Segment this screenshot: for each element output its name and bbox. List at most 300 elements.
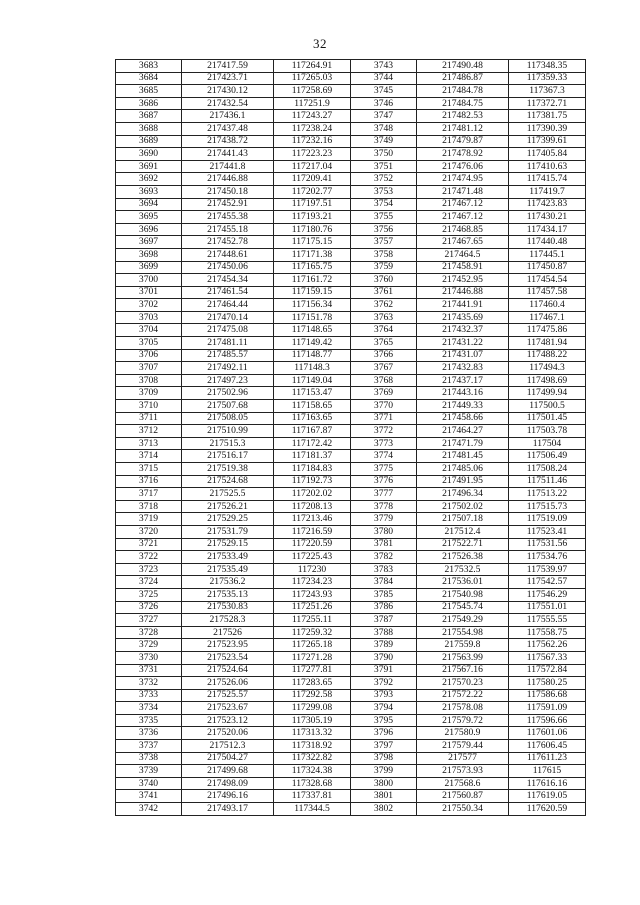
x-coordinate-cell: 217435.69 (417, 311, 509, 324)
y-coordinate-cell: 117230 (274, 563, 351, 576)
y-coordinate-cell: 117251.9 (274, 97, 351, 110)
x-coordinate-cell: 217446.88 (417, 286, 509, 299)
point-number-cell: 3756 (351, 223, 417, 236)
table-row (116, 72, 586, 85)
x-coordinate-cell: 217481.12 (417, 122, 509, 135)
table-row (116, 374, 586, 387)
point-number-cell: 3707 (116, 362, 182, 375)
table-row (116, 173, 586, 186)
y-coordinate-cell: 117213.46 (274, 513, 351, 526)
y-coordinate-cell: 117423.83 (509, 198, 586, 211)
table-row (116, 702, 586, 715)
y-coordinate-cell: 117558.75 (509, 626, 586, 639)
x-coordinate-cell: 217515.3 (182, 437, 274, 450)
x-coordinate-cell: 217572.22 (417, 689, 509, 702)
point-number-cell: 3786 (351, 601, 417, 614)
x-coordinate-cell: 217470.14 (182, 311, 274, 324)
point-number-cell: 3779 (351, 513, 417, 526)
table-row (116, 664, 586, 677)
y-coordinate-cell: 117591.09 (509, 702, 586, 715)
y-coordinate-cell: 117167.87 (274, 425, 351, 438)
y-coordinate-cell: 117539.97 (509, 563, 586, 576)
x-coordinate-cell: 217507.68 (182, 400, 274, 413)
x-coordinate-cell: 217492.11 (182, 362, 274, 375)
y-coordinate-cell: 117531.56 (509, 538, 586, 551)
x-coordinate-cell: 217520.06 (182, 727, 274, 740)
x-coordinate-cell: 217446.88 (182, 173, 274, 186)
x-coordinate-cell: 217535.13 (182, 588, 274, 601)
x-coordinate-cell: 217550.34 (417, 803, 509, 816)
point-number-cell: 3703 (116, 311, 182, 324)
x-coordinate-cell: 217449.33 (417, 400, 509, 413)
x-coordinate-cell: 217536.01 (417, 576, 509, 589)
coordinates-table-body (116, 60, 586, 816)
x-coordinate-cell: 217508.05 (182, 412, 274, 425)
y-coordinate-cell: 117467.1 (509, 311, 586, 324)
point-number-cell: 3722 (116, 551, 182, 564)
y-coordinate-cell: 117523.41 (509, 525, 586, 538)
x-coordinate-cell: 217504.27 (182, 752, 274, 765)
y-coordinate-cell: 117450.87 (509, 261, 586, 274)
x-coordinate-cell: 217484.75 (417, 97, 509, 110)
point-number-cell: 3751 (351, 160, 417, 173)
y-coordinate-cell: 117513.22 (509, 488, 586, 501)
y-coordinate-cell: 117606.45 (509, 740, 586, 753)
y-coordinate-cell: 117580.25 (509, 677, 586, 690)
table-row (116, 223, 586, 236)
x-coordinate-cell: 217431.07 (417, 349, 509, 362)
y-coordinate-cell: 117501.45 (509, 412, 586, 425)
x-coordinate-cell: 217525.57 (182, 689, 274, 702)
table-row (116, 362, 586, 375)
table-row (116, 651, 586, 664)
y-coordinate-cell: 117171.38 (274, 248, 351, 261)
y-coordinate-cell: 117264.91 (274, 60, 351, 73)
x-coordinate-cell: 217423.71 (182, 72, 274, 85)
y-coordinate-cell: 117165.75 (274, 261, 351, 274)
x-coordinate-cell: 217526 (182, 626, 274, 639)
table-row (116, 198, 586, 211)
point-number-cell: 3766 (351, 349, 417, 362)
x-coordinate-cell: 217522.71 (417, 538, 509, 551)
x-coordinate-cell: 217491.95 (417, 475, 509, 488)
point-number-cell: 3717 (116, 488, 182, 501)
y-coordinate-cell: 117232.16 (274, 135, 351, 148)
x-coordinate-cell: 217455.18 (182, 223, 274, 236)
point-number-cell: 3749 (351, 135, 417, 148)
x-coordinate-cell: 217430.12 (182, 85, 274, 98)
y-coordinate-cell: 117511.46 (509, 475, 586, 488)
table-row (116, 689, 586, 702)
y-coordinate-cell: 117216.59 (274, 525, 351, 538)
y-coordinate-cell: 117419.7 (509, 185, 586, 198)
table-row (116, 601, 586, 614)
y-coordinate-cell: 117149.04 (274, 374, 351, 387)
y-coordinate-cell: 117405.84 (509, 148, 586, 161)
point-number-cell: 3724 (116, 576, 182, 589)
y-coordinate-cell: 117156.34 (274, 299, 351, 312)
point-number-cell: 3785 (351, 588, 417, 601)
point-number-cell: 3688 (116, 122, 182, 135)
y-coordinate-cell: 117181.37 (274, 450, 351, 463)
table-row (116, 425, 586, 438)
y-coordinate-cell: 117508.24 (509, 463, 586, 476)
y-coordinate-cell: 117611.23 (509, 752, 586, 765)
x-coordinate-cell: 217482.53 (417, 110, 509, 123)
y-coordinate-cell: 117243.27 (274, 110, 351, 123)
point-number-cell: 3705 (116, 337, 182, 350)
y-coordinate-cell: 117616.16 (509, 777, 586, 790)
y-coordinate-cell: 117344.5 (274, 803, 351, 816)
point-number-cell: 3773 (351, 437, 417, 450)
point-number-cell: 3716 (116, 475, 182, 488)
point-number-cell: 3783 (351, 563, 417, 576)
table-row (116, 337, 586, 350)
point-number-cell: 3802 (351, 803, 417, 816)
y-coordinate-cell: 117372.71 (509, 97, 586, 110)
point-number-cell: 3683 (116, 60, 182, 73)
y-coordinate-cell: 117163.65 (274, 412, 351, 425)
x-coordinate-cell: 217529.25 (182, 513, 274, 526)
point-number-cell: 3752 (351, 173, 417, 186)
y-coordinate-cell: 117542.57 (509, 576, 586, 589)
y-coordinate-cell: 117381.75 (509, 110, 586, 123)
x-coordinate-cell: 217493.17 (182, 803, 274, 816)
x-coordinate-cell: 217523.12 (182, 714, 274, 727)
point-number-cell: 3767 (351, 362, 417, 375)
y-coordinate-cell: 117251.26 (274, 601, 351, 614)
y-coordinate-cell: 117172.42 (274, 437, 351, 450)
x-coordinate-cell: 217579.44 (417, 740, 509, 753)
table-row (116, 400, 586, 413)
x-coordinate-cell: 217485.57 (182, 349, 274, 362)
y-coordinate-cell: 117328.68 (274, 777, 351, 790)
y-coordinate-cell: 117148.77 (274, 349, 351, 362)
x-coordinate-cell: 217471.48 (417, 185, 509, 198)
x-coordinate-cell: 217464.5 (417, 248, 509, 261)
x-coordinate-cell: 217580.9 (417, 727, 509, 740)
table-row (116, 122, 586, 135)
point-number-cell: 3743 (351, 60, 417, 73)
x-coordinate-cell: 217536.2 (182, 576, 274, 589)
point-number-cell: 3729 (116, 639, 182, 652)
point-number-cell: 3744 (351, 72, 417, 85)
y-coordinate-cell: 117546.29 (509, 588, 586, 601)
point-number-cell: 3789 (351, 639, 417, 652)
x-coordinate-cell: 217502.96 (182, 387, 274, 400)
point-number-cell: 3693 (116, 185, 182, 198)
y-coordinate-cell: 117440.48 (509, 236, 586, 249)
point-number-cell: 3759 (351, 261, 417, 274)
x-coordinate-cell: 217455.38 (182, 211, 274, 224)
point-number-cell: 3757 (351, 236, 417, 249)
table-row (116, 437, 586, 450)
table-row (116, 614, 586, 627)
y-coordinate-cell: 117159.15 (274, 286, 351, 299)
y-coordinate-cell: 117180.76 (274, 223, 351, 236)
y-coordinate-cell: 117225.43 (274, 551, 351, 564)
table-row (116, 450, 586, 463)
x-coordinate-cell: 217458.91 (417, 261, 509, 274)
y-coordinate-cell: 117586.68 (509, 689, 586, 702)
table-row (116, 97, 586, 110)
x-coordinate-cell: 217554.98 (417, 626, 509, 639)
y-coordinate-cell: 117202.02 (274, 488, 351, 501)
table-row (116, 790, 586, 803)
table-row (116, 185, 586, 198)
y-coordinate-cell: 117208.13 (274, 500, 351, 513)
x-coordinate-cell: 217507.18 (417, 513, 509, 526)
point-number-cell: 3755 (351, 211, 417, 224)
point-number-cell: 3698 (116, 248, 182, 261)
y-coordinate-cell: 117258.69 (274, 85, 351, 98)
y-coordinate-cell: 117457.58 (509, 286, 586, 299)
point-number-cell: 3712 (116, 425, 182, 438)
x-coordinate-cell: 217526.21 (182, 500, 274, 513)
x-coordinate-cell: 217530.83 (182, 601, 274, 614)
y-coordinate-cell: 117460.4 (509, 299, 586, 312)
x-coordinate-cell: 217502.02 (417, 500, 509, 513)
x-coordinate-cell: 217524.64 (182, 664, 274, 677)
y-coordinate-cell: 117202.77 (274, 185, 351, 198)
x-coordinate-cell: 217478.92 (417, 148, 509, 161)
point-number-cell: 3796 (351, 727, 417, 740)
point-number-cell: 3795 (351, 714, 417, 727)
table-row (116, 387, 586, 400)
point-number-cell: 3684 (116, 72, 182, 85)
table-row (116, 740, 586, 753)
table-row (116, 60, 586, 73)
table-row (116, 211, 586, 224)
y-coordinate-cell: 117265.18 (274, 639, 351, 652)
table-row (116, 576, 586, 589)
y-coordinate-cell: 117223.23 (274, 148, 351, 161)
y-coordinate-cell: 117415.74 (509, 173, 586, 186)
x-coordinate-cell: 217498.09 (182, 777, 274, 790)
y-coordinate-cell: 117620.59 (509, 803, 586, 816)
point-number-cell: 3776 (351, 475, 417, 488)
point-number-cell: 3732 (116, 677, 182, 690)
y-coordinate-cell: 117567.33 (509, 651, 586, 664)
point-number-cell: 3706 (116, 349, 182, 362)
point-number-cell: 3691 (116, 160, 182, 173)
table-row (116, 463, 586, 476)
y-coordinate-cell: 117601.06 (509, 727, 586, 740)
table-row (116, 85, 586, 98)
y-coordinate-cell: 117265.03 (274, 72, 351, 85)
point-number-cell: 3695 (116, 211, 182, 224)
table-row (116, 563, 586, 576)
point-number-cell: 3701 (116, 286, 182, 299)
x-coordinate-cell: 217535.49 (182, 563, 274, 576)
y-coordinate-cell: 117367.3 (509, 85, 586, 98)
point-number-cell: 3740 (116, 777, 182, 790)
point-number-cell: 3774 (351, 450, 417, 463)
x-coordinate-cell: 217443.16 (417, 387, 509, 400)
x-coordinate-cell: 217560.87 (417, 790, 509, 803)
x-coordinate-cell: 217533.49 (182, 551, 274, 564)
point-number-cell: 3746 (351, 97, 417, 110)
x-coordinate-cell: 217579.72 (417, 714, 509, 727)
y-coordinate-cell: 117151.78 (274, 311, 351, 324)
point-number-cell: 3764 (351, 324, 417, 337)
x-coordinate-cell: 217523.67 (182, 702, 274, 715)
x-coordinate-cell: 217485.06 (417, 463, 509, 476)
table-row (116, 588, 586, 601)
point-number-cell: 3702 (116, 299, 182, 312)
x-coordinate-cell: 217563.99 (417, 651, 509, 664)
point-number-cell: 3696 (116, 223, 182, 236)
y-coordinate-cell: 117359.33 (509, 72, 586, 85)
point-number-cell: 3694 (116, 198, 182, 211)
table-row (116, 765, 586, 778)
point-number-cell: 3737 (116, 740, 182, 753)
table-row (116, 525, 586, 538)
y-coordinate-cell: 117161.72 (274, 274, 351, 287)
table-row (116, 349, 586, 362)
point-number-cell: 3739 (116, 765, 182, 778)
x-coordinate-cell: 217512.4 (417, 525, 509, 538)
x-coordinate-cell: 217432.37 (417, 324, 509, 337)
x-coordinate-cell: 217484.78 (417, 85, 509, 98)
point-number-cell: 3710 (116, 400, 182, 413)
point-number-cell: 3685 (116, 85, 182, 98)
y-coordinate-cell: 117238.24 (274, 122, 351, 135)
point-number-cell: 3753 (351, 185, 417, 198)
point-number-cell: 3692 (116, 173, 182, 186)
point-number-cell: 3689 (116, 135, 182, 148)
coordinates-table (115, 59, 586, 816)
x-coordinate-cell: 217464.27 (417, 425, 509, 438)
y-coordinate-cell: 117519.09 (509, 513, 586, 526)
point-number-cell: 3697 (116, 236, 182, 249)
point-number-cell: 3775 (351, 463, 417, 476)
point-number-cell: 3713 (116, 437, 182, 450)
y-coordinate-cell: 117454.54 (509, 274, 586, 287)
x-coordinate-cell: 217417.59 (182, 60, 274, 73)
x-coordinate-cell: 217490.48 (417, 60, 509, 73)
point-number-cell: 3721 (116, 538, 182, 551)
x-coordinate-cell: 217467.12 (417, 198, 509, 211)
point-number-cell: 3793 (351, 689, 417, 702)
point-number-cell: 3777 (351, 488, 417, 501)
point-number-cell: 3704 (116, 324, 182, 337)
point-number-cell: 3800 (351, 777, 417, 790)
point-number-cell: 3742 (116, 803, 182, 816)
x-coordinate-cell: 217573.93 (417, 765, 509, 778)
x-coordinate-cell: 217476.06 (417, 160, 509, 173)
y-coordinate-cell: 117217.04 (274, 160, 351, 173)
point-number-cell: 3771 (351, 412, 417, 425)
point-number-cell: 3792 (351, 677, 417, 690)
x-coordinate-cell: 217448.61 (182, 248, 274, 261)
point-number-cell: 3761 (351, 286, 417, 299)
table-row (116, 551, 586, 564)
point-number-cell: 3714 (116, 450, 182, 463)
x-coordinate-cell: 217540.98 (417, 588, 509, 601)
point-number-cell: 3708 (116, 374, 182, 387)
y-coordinate-cell: 117500.5 (509, 400, 586, 413)
point-number-cell: 3748 (351, 122, 417, 135)
y-coordinate-cell: 117337.81 (274, 790, 351, 803)
table-row (116, 324, 586, 337)
x-coordinate-cell: 217437.48 (182, 122, 274, 135)
point-number-cell: 3718 (116, 500, 182, 513)
y-coordinate-cell: 117283.65 (274, 677, 351, 690)
x-coordinate-cell: 217437.17 (417, 374, 509, 387)
table-row (116, 412, 586, 425)
point-number-cell: 3791 (351, 664, 417, 677)
y-coordinate-cell: 117488.22 (509, 349, 586, 362)
y-coordinate-cell: 117193.21 (274, 211, 351, 224)
y-coordinate-cell: 117562.26 (509, 639, 586, 652)
x-coordinate-cell: 217497.23 (182, 374, 274, 387)
y-coordinate-cell: 117184.83 (274, 463, 351, 476)
point-number-cell: 3686 (116, 97, 182, 110)
x-coordinate-cell: 217436.1 (182, 110, 274, 123)
x-coordinate-cell: 217496.16 (182, 790, 274, 803)
table-row (116, 148, 586, 161)
x-coordinate-cell: 217475.08 (182, 324, 274, 337)
table-row (116, 714, 586, 727)
point-number-cell: 3770 (351, 400, 417, 413)
y-coordinate-cell: 117615 (509, 765, 586, 778)
x-coordinate-cell: 217461.54 (182, 286, 274, 299)
y-coordinate-cell: 117271.28 (274, 651, 351, 664)
point-number-cell: 3754 (351, 198, 417, 211)
y-coordinate-cell: 117234.23 (274, 576, 351, 589)
point-number-cell: 3762 (351, 299, 417, 312)
x-coordinate-cell: 217458.66 (417, 412, 509, 425)
y-coordinate-cell: 117322.82 (274, 752, 351, 765)
y-coordinate-cell: 117255.11 (274, 614, 351, 627)
y-coordinate-cell: 117348.35 (509, 60, 586, 73)
y-coordinate-cell: 117494.3 (509, 362, 586, 375)
y-coordinate-cell: 117572.84 (509, 664, 586, 677)
y-coordinate-cell: 117506.49 (509, 450, 586, 463)
y-coordinate-cell: 117277.81 (274, 664, 351, 677)
point-number-cell: 3723 (116, 563, 182, 576)
point-number-cell: 3699 (116, 261, 182, 274)
x-coordinate-cell: 217529.15 (182, 538, 274, 551)
y-coordinate-cell: 117481.94 (509, 337, 586, 350)
table-row (116, 110, 586, 123)
point-number-cell: 3690 (116, 148, 182, 161)
point-number-cell: 3801 (351, 790, 417, 803)
point-number-cell: 3769 (351, 387, 417, 400)
y-coordinate-cell: 117430.21 (509, 211, 586, 224)
point-number-cell: 3747 (351, 110, 417, 123)
x-coordinate-cell: 217568.6 (417, 777, 509, 790)
point-number-cell: 3738 (116, 752, 182, 765)
x-coordinate-cell: 217545.74 (417, 601, 509, 614)
point-number-cell: 3715 (116, 463, 182, 476)
y-coordinate-cell: 117197.51 (274, 198, 351, 211)
point-number-cell: 3780 (351, 525, 417, 538)
point-number-cell: 3750 (351, 148, 417, 161)
point-number-cell: 3720 (116, 525, 182, 538)
x-coordinate-cell: 217512.3 (182, 740, 274, 753)
point-number-cell: 3700 (116, 274, 182, 287)
point-number-cell: 3797 (351, 740, 417, 753)
point-number-cell: 3778 (351, 500, 417, 513)
x-coordinate-cell: 217519.38 (182, 463, 274, 476)
table-row (116, 135, 586, 148)
point-number-cell: 3760 (351, 274, 417, 287)
x-coordinate-cell: 217441.91 (417, 299, 509, 312)
point-number-cell: 3788 (351, 626, 417, 639)
point-number-cell: 3711 (116, 412, 182, 425)
